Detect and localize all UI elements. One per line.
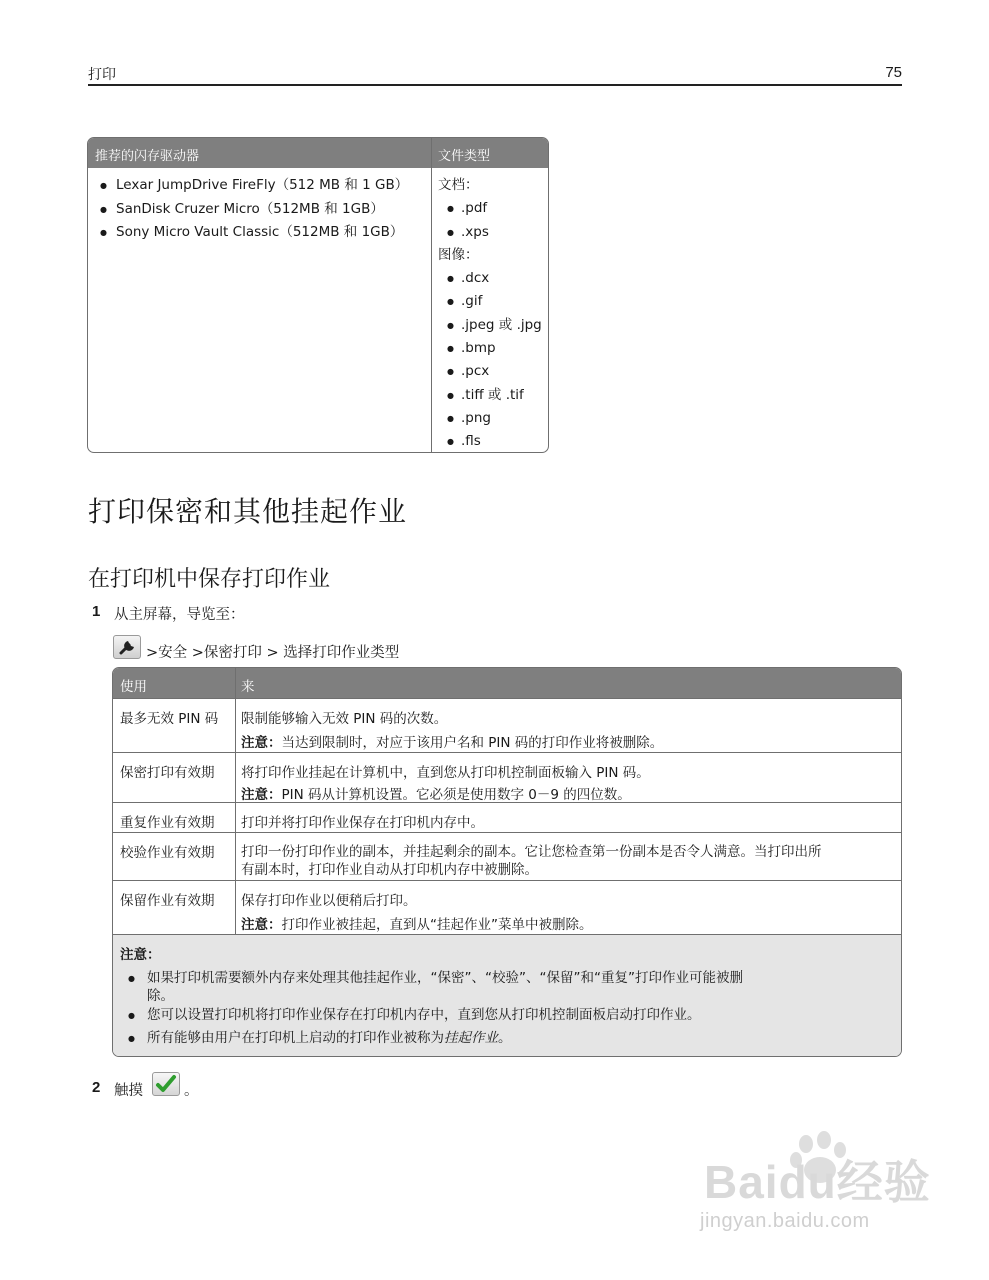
- bullet: ●: [128, 974, 135, 983]
- note-italic-term: 挂起作业: [444, 1030, 498, 1046]
- flash-drive-table: [87, 137, 549, 453]
- notes-label: 注意：: [120, 947, 161, 963]
- note-item: [147, 1029, 512, 1047]
- step-number: 1: [92, 603, 101, 620]
- col-header-file-types: 文件类型: [438, 149, 491, 164]
- drive-list: [88, 174, 431, 245]
- setting-note: [241, 913, 593, 933]
- list-item: ● .bmp: [438, 337, 548, 360]
- note-text: 当达到限制时，对应于该用户名和 PIN 码的打印作业将被删除。: [281, 735, 664, 751]
- step-text-after: 。: [184, 1083, 199, 1099]
- note-item-line2: 除。: [147, 988, 174, 1004]
- setting-desc-line1: 打印一份打印作业的副本，并挂起剩余的副本。它让您检查第一份副本是否令人满意。当打印出所: [241, 844, 822, 860]
- note-item-line1: 如果打印机需要额外内存来处理其他挂起作业，“保密”、“校验”、“保留”和“重复”打印作业可能被删: [147, 970, 743, 986]
- col-header-to: 来: [241, 679, 255, 695]
- table-row: [113, 832, 901, 880]
- setting-name: 重复作业有效期: [120, 815, 215, 831]
- checkmark-button[interactable]: [152, 1072, 180, 1096]
- setting-name: 保密打印有效期: [120, 765, 215, 781]
- table-row: [113, 880, 901, 934]
- running-header: [88, 64, 902, 86]
- step-text-before: 触摸: [114, 1083, 143, 1099]
- setting-desc: 保存打印作业以便稍后打印。: [241, 893, 417, 909]
- table-header: [113, 668, 901, 698]
- table-row: [113, 802, 901, 832]
- setting-note: [241, 731, 663, 751]
- list-item: ● .dcx: [438, 267, 548, 290]
- list-item: ● .jpeg 或 .jpg: [438, 314, 548, 337]
- watermark-url: jingyan.baidu.com: [700, 1210, 870, 1232]
- list-item: ● .xps: [438, 221, 548, 244]
- setting-note: [241, 783, 631, 803]
- nav-path-text: >安全 >保密打印 > 选择打印作业类型: [146, 645, 400, 661]
- column-divider: [431, 138, 432, 452]
- note-text: 打印作业被挂起，直到从“挂起作业”菜单中被删除。: [281, 917, 593, 933]
- subsection-heading: 在打印机中保存打印作业: [88, 567, 331, 592]
- bullet: ●: [128, 1011, 135, 1020]
- section-heading: 打印保密和其他挂起作业: [88, 495, 408, 528]
- list-item: ● .fls: [438, 430, 548, 453]
- note-prefix: 所有能够由用户在打印机上启动的打印作业被称为: [147, 1030, 444, 1046]
- list-item: ● .pdf: [438, 197, 548, 220]
- note-text: PIN 码从计算机设置。它必须是使用数字 0－9 的四位数。: [281, 787, 631, 803]
- note-item: 您可以设置打印机将打印作业保存在打印机内存中，直到您从打印机控制面板启动打印作业。: [147, 1007, 701, 1023]
- col-header-use: 使用: [120, 679, 147, 695]
- setting-name: 保留作业有效期: [120, 893, 215, 909]
- setting-desc: 将打印作业挂起在计算机中，直到您从打印机控制面板输入 PIN 码。: [241, 765, 650, 781]
- watermark: [700, 1130, 940, 1250]
- table-header: [88, 138, 548, 168]
- setting-desc: 限制能够输入无效 PIN 码的次数。: [241, 711, 448, 727]
- list-item: ● .tiff 或 .tif: [438, 384, 548, 407]
- page-number: 75: [885, 64, 902, 81]
- list-item: ● SanDisk Cruzer Micro（512MB 和 1GB）: [88, 198, 431, 222]
- section-title: 打印: [88, 67, 116, 83]
- bullet: ●: [128, 1034, 135, 1043]
- setting-name: 校验作业有效期: [120, 845, 215, 861]
- wrench-icon: [113, 635, 141, 659]
- doc-label: 文档：: [438, 177, 479, 193]
- notes-box: [113, 934, 901, 1057]
- table-row: [113, 752, 901, 802]
- list-item: ● .gif: [438, 290, 548, 313]
- note-suffix: 。: [498, 1030, 512, 1046]
- list-item: ● .png: [438, 407, 548, 430]
- setting-desc: 打印并将打印作业保存在打印机内存中。: [241, 815, 484, 831]
- step-text: 从主屏幕，导览至：: [114, 607, 245, 623]
- checkmark-icon: [153, 1073, 179, 1095]
- col-header-drives: 推荐的闪存驱动器: [95, 149, 200, 164]
- settings-table: [112, 667, 902, 1057]
- list-item: ● Lexar JumpDrive FireFly（512 MB 和 1 GB）: [88, 174, 431, 198]
- list-item: ● Sony Micro Vault Classic（512MB 和 1GB）: [88, 221, 431, 245]
- note-label: 注意：: [241, 787, 282, 803]
- step-number: 2: [92, 1079, 101, 1096]
- file-type-list: [438, 174, 548, 453]
- image-label: 图像：: [438, 246, 479, 263]
- note-label: 注意：: [241, 917, 282, 933]
- note-label: 注意：: [241, 735, 282, 751]
- watermark-brand: Baidu经验: [704, 1156, 931, 1208]
- setting-desc-line2: 有副本时，打印作业自动从打印机内存中被删除。: [241, 862, 538, 878]
- table-row: [113, 698, 901, 752]
- setting-name: 最多无效 PIN 码: [120, 711, 219, 727]
- list-item: ● .pcx: [438, 360, 548, 383]
